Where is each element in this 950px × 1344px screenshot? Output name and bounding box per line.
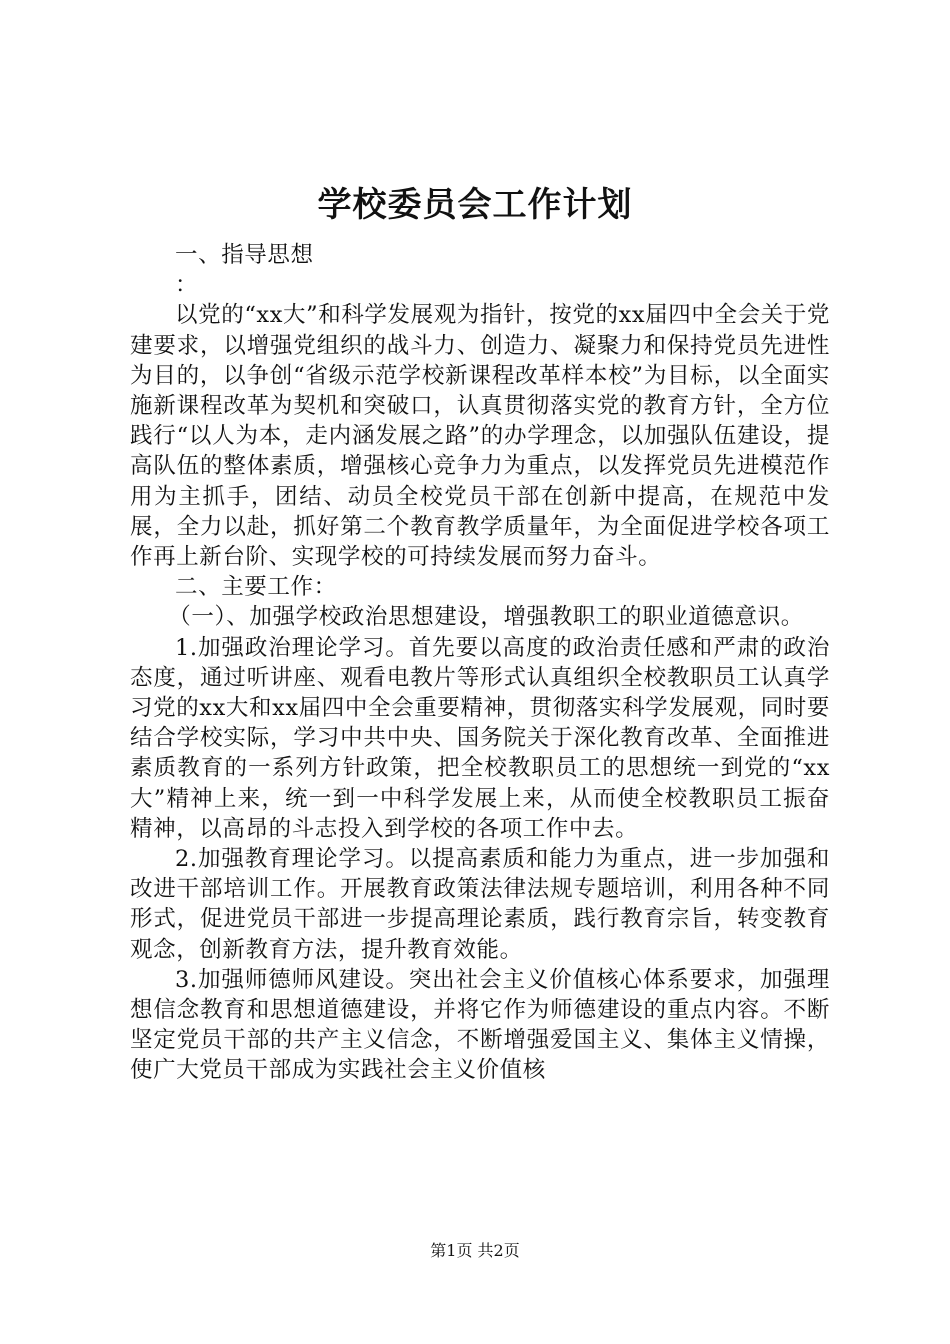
paragraph-guiding-ideology: 以党的“xx大”和科学发展观为指针，按党的xx届四中全会关于党建要求，以增强党组织的战斗力、创造力、凝聚力和保持党员先进性为目的，以争创“省级示范学校新课程改革样本校”为目标，以全面实施新课程改革为契机和突破口，认真贯彻落实党的教育方针，全方位践行“以人为本，走内涵发展之路”的办学理念，以加强队伍建设，提高队伍的整体素质，增强核心竞争力为重点，以发挥党员先进模范作用为主抓手，团结、动员全校党员干部在创新中提高，在规范中发展，全力以赴，抓好第二个教育教学质量年，为全面促进学校各项工作再上新台阶、实现学校的可持续发展而努力奋斗。 xyxy=(130,302,830,571)
page-number-footer: 第1页 共2页 xyxy=(430,1241,520,1260)
section-heading-main-work: 二、主要工作： xyxy=(175,574,337,601)
document-title: 学校委员会工作计划 xyxy=(317,185,633,225)
subsection-heading-political-building: （一）、加强学校政治思想建设，增强教职工的职业道德意识。 xyxy=(168,604,804,631)
paragraph-education-theory-study: 2.加强教育理论学习。以提高素质和能力为重点，进一步加强和改进干部培训工作。开展教育政策法律法规专题培训，利用各种不同形式，促进党员干部进一步提高理论素质，践行教育宗旨，转变教育观念，创新教育方法，提升教育效能。 xyxy=(130,846,830,963)
paragraph-teacher-ethics: 3.加强师德师风建设。突出社会主义价值核心体系要求，加强理想信念教育和思想道德建设，并将它作为师德建设的重点内容。不断坚定党员干部的共产主义信念，不断增强爱国主义、集体主义情操，使广大党员干部成为实践社会主义价值核 xyxy=(130,966,830,1084)
section-heading-guiding-ideology: 一、指导思想 xyxy=(175,242,314,268)
document-body xyxy=(130,240,830,1086)
paragraph-political-theory-study: 1.加强政治理论学习。首先要以高度的政治责任感和严肃的政治态度，通过听讲座、观看电教片等形式认真组织全校教职员工认真学习党的xx大和xx届四中全会重要精神，贯彻落实科学发展观，同时要结合学校实际，学习中共中央、国务院关于深化教育改革、全面推进素质教育的一系列方针政策，把全校教职员工的思想统一到党的“xx大”精神上来，统一到一中科学发展上来，从而使全校教职员工振奋精神，以高昂的斗志投入到学校的各项工作中去。 xyxy=(130,634,830,842)
colon-line: ： xyxy=(175,272,199,299)
